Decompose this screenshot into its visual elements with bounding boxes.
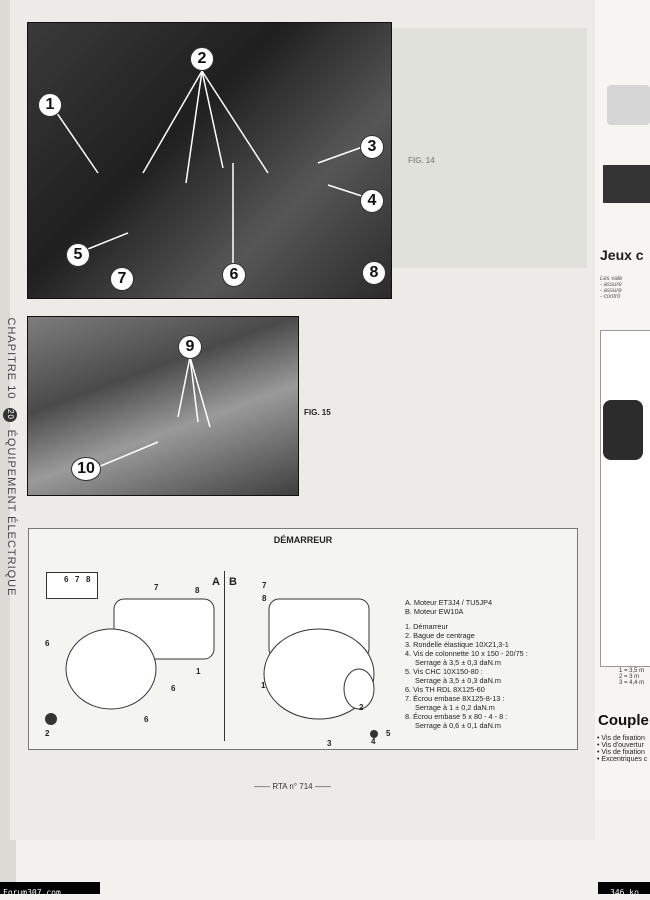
- page-footer: —— RTA n° 714 ——: [254, 782, 331, 791]
- legend-line: Serrage à 3,5 ± 0,3 daN.m: [415, 676, 501, 685]
- moteur-b-text: B. Moteur EW10A: [405, 607, 464, 616]
- chapter-sidebar: [3, 277, 17, 637]
- mini-label-8: 8: [86, 575, 91, 584]
- label-b: B: [229, 576, 237, 588]
- callout-3: 3: [360, 135, 384, 159]
- diagram-legend: [405, 598, 580, 730]
- callout-9: 9: [178, 335, 202, 359]
- engine-photo: [27, 22, 392, 299]
- legend-line: 6. Vis TH RDL 8X125-60: [405, 685, 485, 694]
- bleed-through-shadow: [392, 28, 587, 268]
- watermark-right-text: 346 ko: [610, 888, 639, 897]
- starter-photo: [27, 316, 299, 496]
- right-page: [595, 0, 650, 800]
- diagram-title: DÉMARREUR: [273, 535, 333, 545]
- legend-line: 1. Démarreur: [405, 622, 448, 631]
- legend-line: Serrage à 0,6 ± 0,1 daN.m: [415, 721, 501, 730]
- list-line: • Vis de fixation: [597, 735, 645, 742]
- couple-heading: Couple: [598, 712, 649, 729]
- diagram-num-2a: 2: [45, 729, 50, 738]
- diagram-num-7b: 7: [262, 581, 267, 590]
- diagram-num-4: 4: [371, 737, 376, 746]
- label-a: A: [212, 576, 220, 588]
- callout-8: 8: [362, 261, 386, 285]
- diagram-num-3: 3: [327, 739, 332, 748]
- callout-2: 2: [190, 47, 214, 71]
- fig15-label: FIG. 15: [304, 408, 331, 417]
- chapter-number-badge: 20: [3, 408, 17, 422]
- legend-line: 3. Rondelle élastique 10X21,3-1: [405, 640, 509, 649]
- moteur-a-text: A. Moteur ET3J4 / TU5JP4: [405, 598, 493, 607]
- car-image: [603, 400, 643, 460]
- diagram-num-6b: 6: [171, 684, 176, 693]
- right-page-bar: [603, 165, 650, 203]
- car-image-frame: [600, 330, 650, 667]
- diagram-num-1b: 1: [261, 681, 266, 690]
- diagram-num-2b: 2: [359, 703, 364, 712]
- right-page-values: [619, 668, 644, 686]
- legend-line: 8. Écrou embase 5 x 80 - 4 - 8 :: [405, 712, 508, 721]
- watermark-bar-left: [0, 882, 100, 897]
- note-line: Les vale: [600, 276, 623, 282]
- callout-6: 6: [222, 263, 246, 287]
- note-line: - contrô: [600, 294, 621, 300]
- list-line: • Excentriques c: [597, 756, 648, 763]
- callout-5: 5: [66, 243, 90, 267]
- note-line: - assure: [600, 288, 622, 294]
- list-line: • Vis d'ouvertur: [597, 742, 644, 749]
- legend-line: 5. Vis CHC 10X150-80 :: [405, 667, 483, 676]
- starter-photo-lines: [28, 317, 298, 495]
- diagram-num-7a: 7: [154, 583, 159, 592]
- diagram-num-5: 5: [386, 729, 391, 738]
- right-page-image: [607, 85, 650, 125]
- legend-line: 7. Écrou embase 8X125-8-13 :: [405, 694, 505, 703]
- callout-4: 4: [360, 189, 384, 213]
- watermark-bar-right: [598, 882, 650, 897]
- note-line: - assure: [600, 282, 622, 288]
- callout-1: 1: [38, 93, 62, 117]
- footer-text: RTA n° 714: [272, 782, 313, 791]
- legend-line: 4. Vis de colonnette 10 x 150 - 20/75 :: [405, 649, 528, 658]
- chapter-text: CHAPITRE 10: [5, 317, 17, 400]
- value-line: 1 = 3,5 m: [619, 668, 645, 674]
- diagram-num-6a: 6: [45, 639, 50, 648]
- value-line: 3 = 4,4 m: [619, 680, 645, 686]
- mini-label-7: 7: [75, 575, 80, 584]
- right-page-notes: [600, 276, 622, 300]
- diagram-num-1a: 1: [196, 667, 201, 676]
- starter-drawings: [29, 529, 429, 749]
- legend-line: Serrage à 1 ± 0,2 daN.m: [415, 703, 495, 712]
- chapter-topic: ÉQUIPEMENT ÉLECTRIQUE: [5, 429, 17, 597]
- diagram-num-8a: 8: [195, 586, 200, 595]
- value-line: 2 = 3 m: [619, 674, 640, 680]
- legend-line: Serrage à 3,5 ± 0,3 daN.m: [415, 658, 501, 667]
- callout-7: 7: [110, 267, 134, 291]
- callout-10: 10: [71, 457, 101, 481]
- legend-line: 2. Bague de centrage: [405, 631, 475, 640]
- diagram-num-6c: 6: [144, 715, 149, 724]
- mini-label-6: 6: [64, 575, 69, 584]
- list-line: • Vis de fixation: [597, 749, 645, 756]
- right-page-list: [597, 735, 647, 763]
- watermark-left-text: Forum307.com: [3, 888, 61, 897]
- diagram-num-8b: 8: [262, 594, 267, 603]
- jeux-heading: Jeux c: [600, 247, 644, 263]
